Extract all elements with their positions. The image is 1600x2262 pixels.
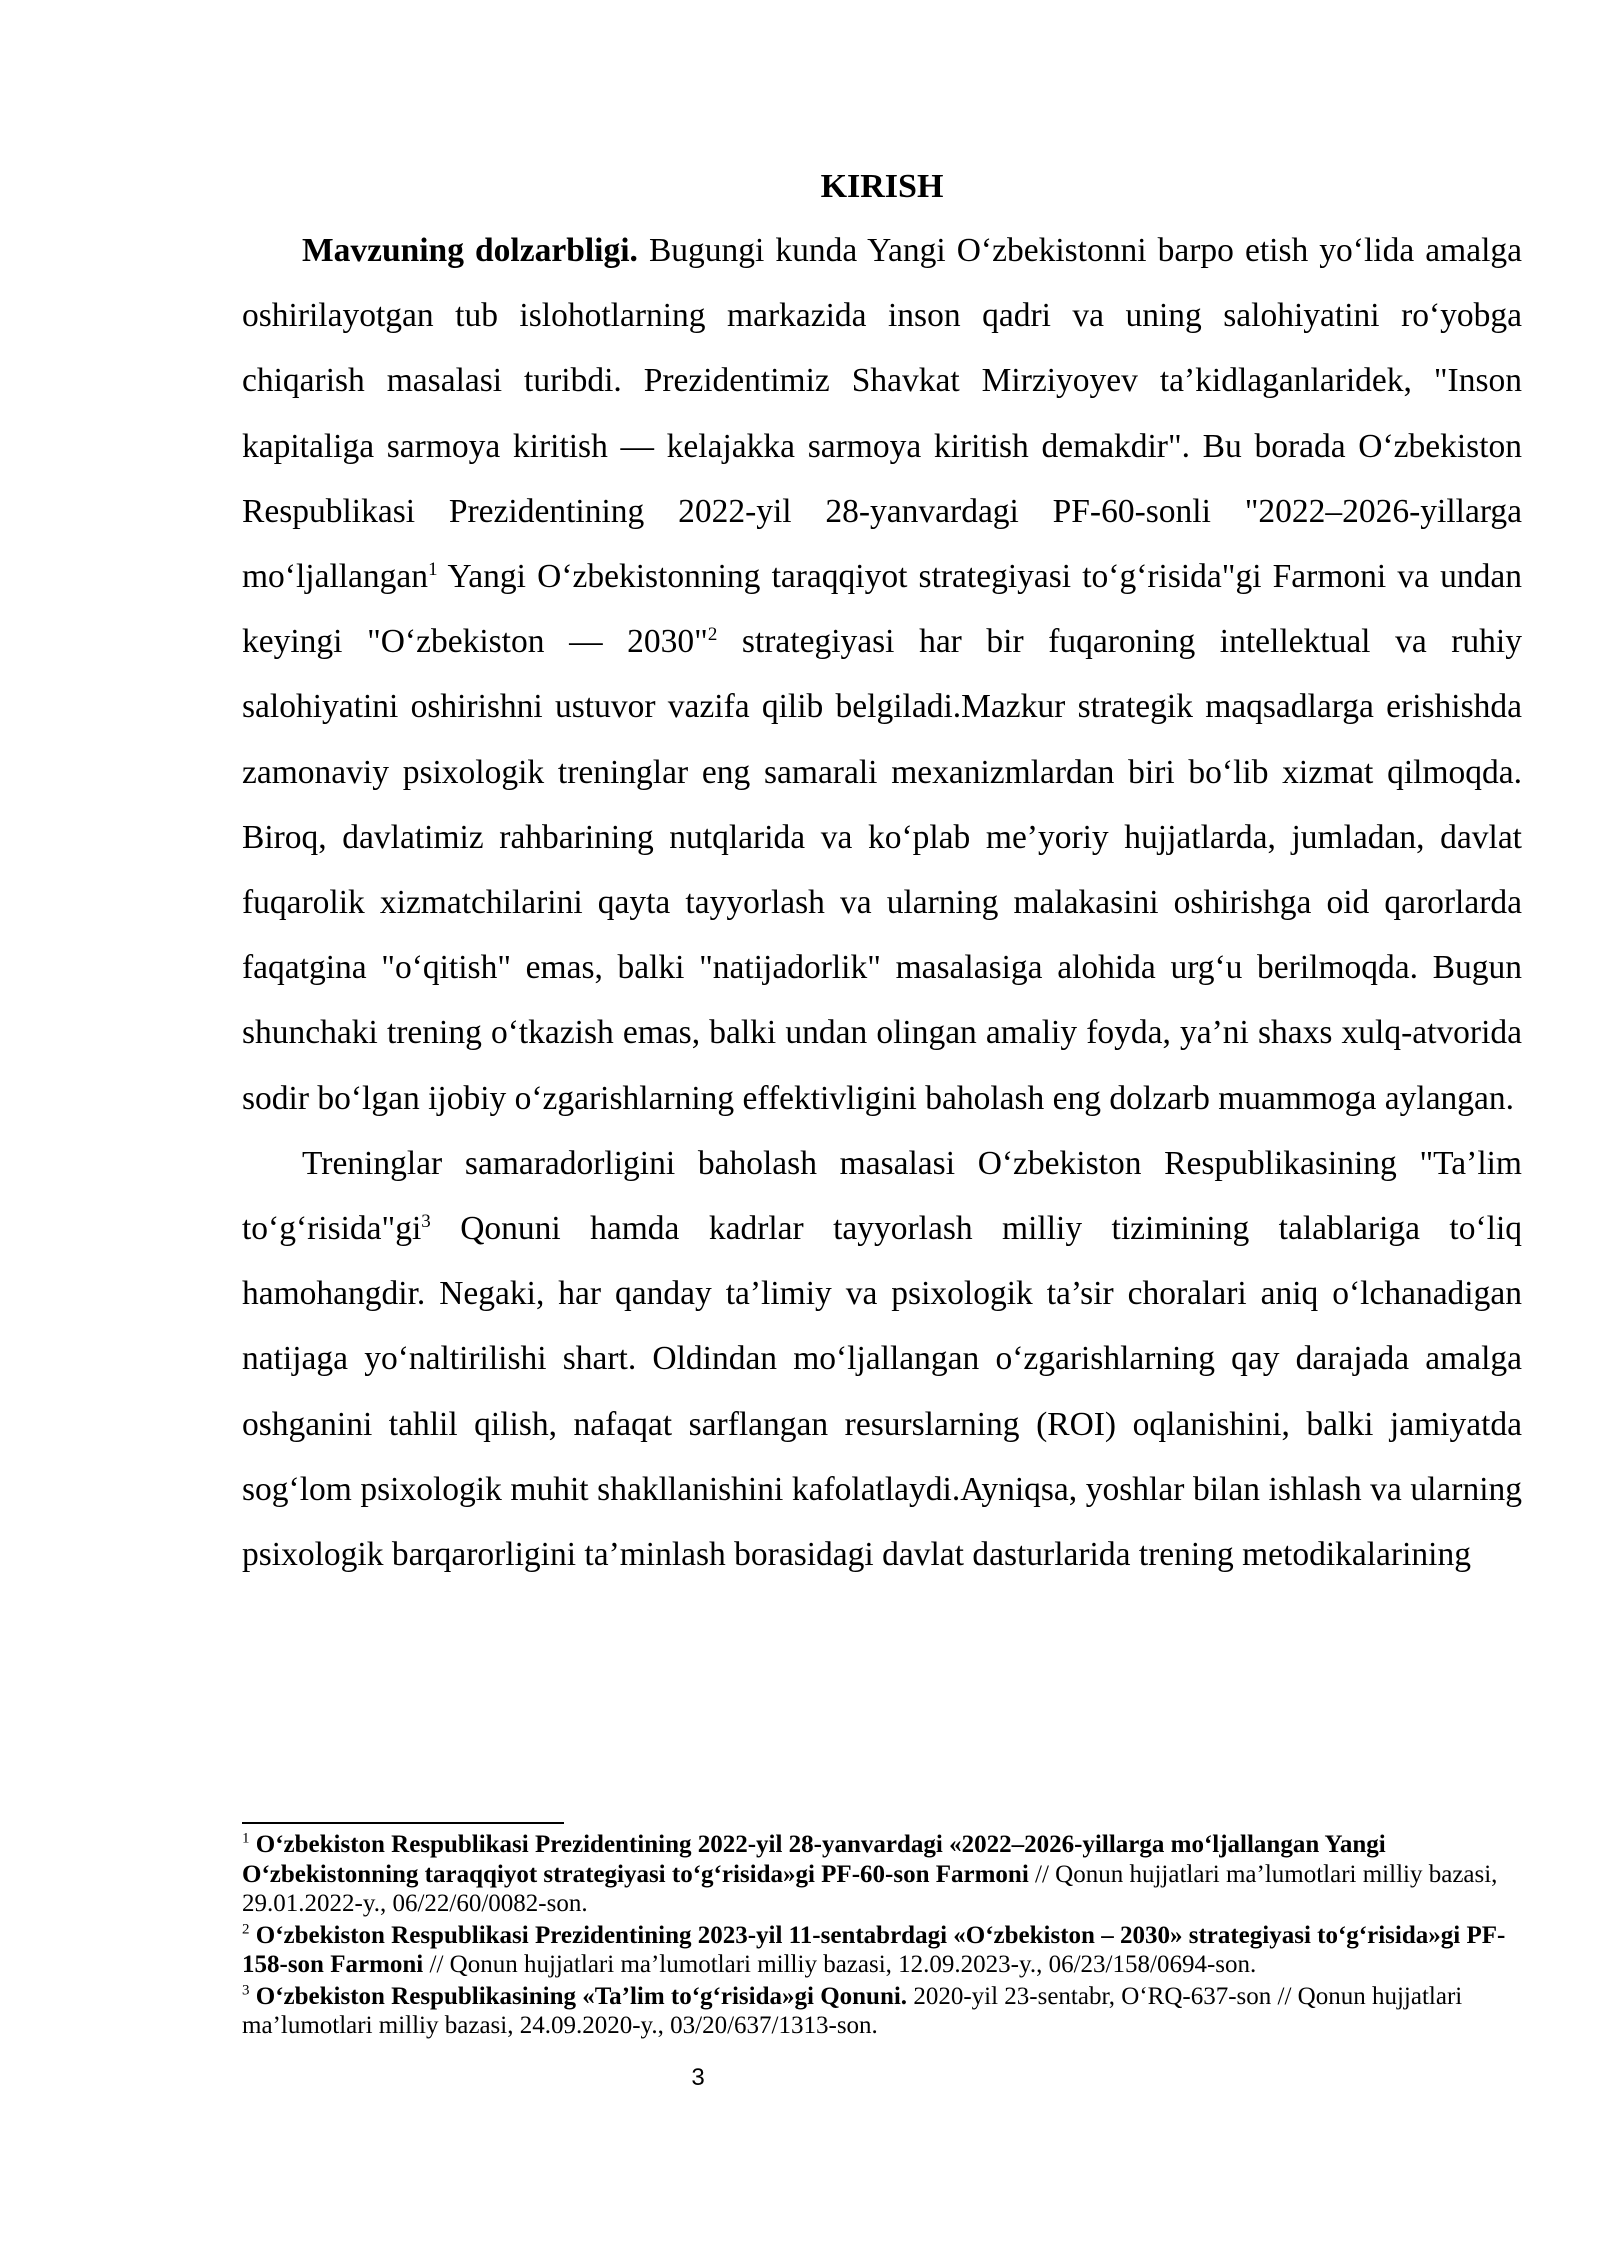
footnote-detail: // Qonun hujjatlari ma’lumotlari milliy bazasi, 12.09.2023-y., 06/23/158/0694-son. [423, 1951, 1257, 1978]
footnote-source: O‘zbekiston Respublikasining «Ta’lim to‘g‘risida»gi Qonuni. [255, 1982, 908, 2010]
paragraph-relevance [242, 218, 1522, 1131]
paragraph-text: Yangi O‘zbekistonning taraqqiyot strategiyasi to‘g‘risida"gi Farmoni va undan keyingi "O‘zbekiston — 2030" [242, 558, 1522, 661]
footnotes [242, 1830, 1522, 2043]
footnote-source: O‘zbekiston Respublikasi Prezidentining 2022-yil 28-yanvardagi «2022–2026-yillarga mo‘ljallangan Yangi O‘zbekistonning taraqqiyot strategiyasi to‘g‘risida»gi PF-60-son Farmoni [242, 1831, 1386, 1888]
footnote-3 [242, 1982, 1522, 2041]
footnote-1 [242, 1830, 1522, 1919]
footnote-ref-2[interactable]: 2 [707, 624, 718, 646]
body-text [242, 218, 1522, 1587]
paragraph-text: Bugungi kunda Yangi O‘zbekistonni barpo etish yo‘lida amalga oshirilayotgan tub islohotlarning markazida inson qadri va uning salohiyatini ro‘yobga chiqarish masalasi turibdi. Prezidentimiz Shavkat Mirziyoyev ta’kidlaganlaridek, "Inson kapitaliga sarmoya kiritish — kelajakka sarmoya kiritish demakdir". Bu borada O‘zbekiston Respublikasi Prezidentining 2022-yil 28-yanvardagi PF-60-sonli "2022–2026-yillarga mo‘ljallangan [242, 232, 1522, 596]
footnote-ref-3[interactable]: 3 [421, 1210, 431, 1232]
paragraph-text: Treninglar samaradorligini baholash masalasi O‘zbekiston Respublikasining "Ta’lim to‘g‘risida"gi [242, 1144, 1522, 1248]
paragraph-text: strategiyasi har bir fuqaroning intellektual va ruhiy salohiyatini oshirishni ustuvor vazifa qilib belgiladi.Mazkur strategik maqsadlarga erishishda zamonaviy psixologik treninglar eng samarali mexanizmlardan biri bo‘lib xizmat qilmoqda. Biroq, davlatimiz rahbarining nutqlarida va ko‘plab me’yoriy hujjatlarda, jumladan, davlat fuqarolik xizmatchilarini qayta tayyorlash va ularning malakasini oshirishga oid qarorlarda faqatgina "o‘qitish" emas, balki "natijadorlik" masalasiga alohida urg‘u berilmoqda. Bugun shunchaki trening o‘tkazish emas, balki undan olingan amaliy foyda, ya’ni shaxs xulq-atvorida sodir bo‘lgan ijobiy o‘zgarishlarning effektivligini baholash eng dolzarb muammoga aylangan. [242, 623, 1522, 1117]
footnote-2 [242, 1921, 1522, 1980]
footnote-number: 3 [242, 1982, 250, 1999]
footnote-number: 1 [242, 1830, 250, 1847]
footnote-source: O‘zbekiston Respublikasi Prezidentining 2023-yil 11-sentabrdagi «O‘zbekiston – 2030» strategiyasi to‘g‘risida»gi PF-158-son Farmoni [242, 1921, 1506, 1978]
section-title: KIRISH [820, 168, 944, 205]
footnote-ref-1[interactable]: 1 [428, 558, 438, 580]
paragraph-lead: Mavzuning dolzarbligi. [302, 232, 638, 269]
page-number: 3 [691, 2064, 705, 2091]
footnote-detail: 2020-yil 23-sentabr, O‘RQ-637-son // Qonun hujjatlari ma’lumotlari milliy bazasi, 24.09.2020-y., 03/20/637/1313-son. [242, 1982, 1463, 2039]
paragraph-evaluation [242, 1131, 1522, 1587]
footnote-separator [242, 1822, 564, 1824]
footnote-detail: // Qonun hujjatlari ma’lumotlari milliy bazasi, 29.01.2022-y., 06/22/60/0082-son. [242, 1860, 1498, 1917]
footnote-number: 2 [242, 1921, 250, 1938]
paragraph-text: Qonuni hamda kadrlar tayyorlash milliy tizimining talablariga to‘liq hamohangdir. Negaki, har qanday ta’limiy va psixologik ta’sir choralari aniq o‘lchanadigan natijaga yo‘naltirilishi shart. Oldindan mo‘ljallangan o‘zgarishlarning qay darajada amalga oshganini tahlil qilish, nafaqat sarflangan resurslarning (ROI) oqlanishini, balki jamiyatda sog‘lom psixologik muhit shakllanishini kafolatlaydi.Ayniqsa, yoshlar bilan ishlash va ularning psixologik barqarorligini ta’minlash borasidagi davlat dasturlarida trening metodikalarining [242, 1210, 1522, 1574]
